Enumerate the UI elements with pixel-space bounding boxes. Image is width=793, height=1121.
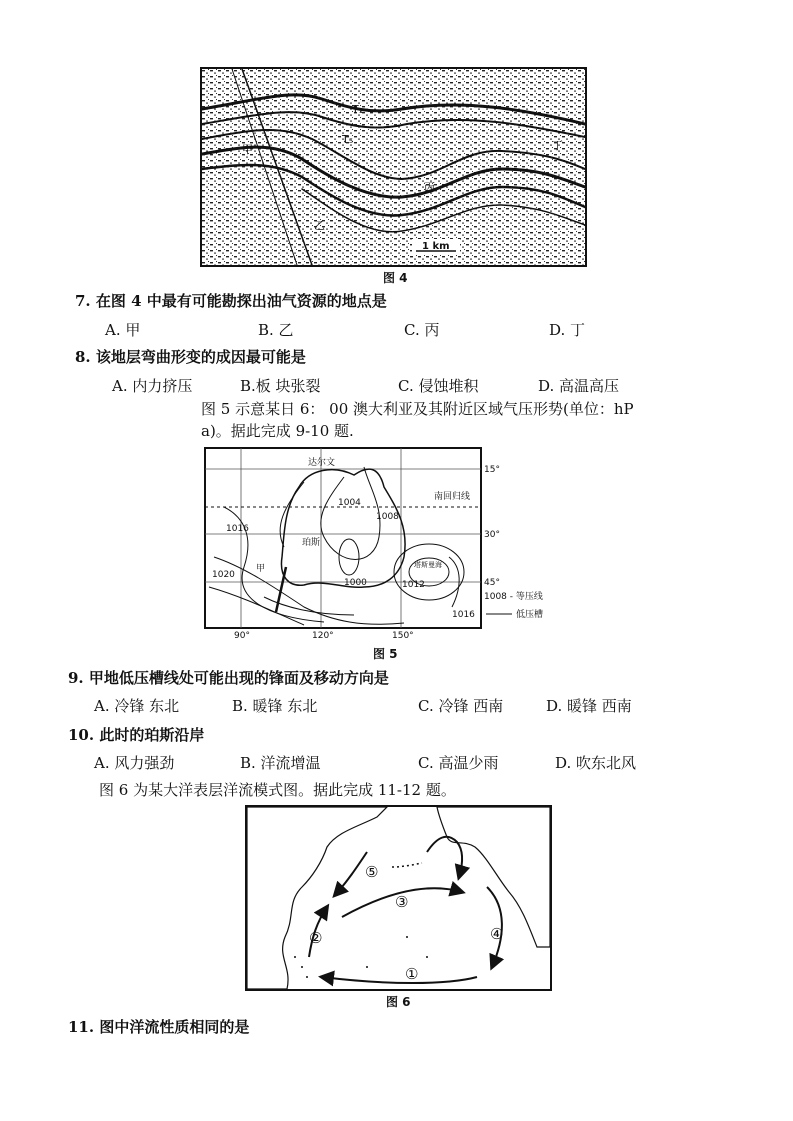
current-1-label: ① bbox=[405, 965, 419, 983]
q7-option-a: A. 甲 bbox=[105, 321, 141, 339]
question-9: 9. 甲地低压槽线处可能出现的锋面及移动方向是 bbox=[68, 669, 389, 687]
figure-5-pressure-map bbox=[204, 447, 562, 639]
current-2-label: ② bbox=[309, 929, 323, 947]
q8-option-c: C. 侵蚀堆积 bbox=[398, 377, 479, 395]
place-tasman: 塔斯曼海 bbox=[414, 561, 442, 569]
label-t5: T₅ bbox=[342, 133, 354, 146]
q10-option-a: A. 风力强劲 bbox=[94, 754, 175, 772]
seismic-image bbox=[202, 69, 585, 265]
q10-option-b: B. 洋流增温 bbox=[240, 754, 321, 772]
isobar-1008: 1008 bbox=[376, 512, 399, 522]
legend-trough: 低压槽 bbox=[516, 610, 544, 620]
isobar-1012: 1012 bbox=[402, 580, 425, 590]
q9-option-a: A. 冷锋 东北 bbox=[94, 697, 180, 715]
label-jia: 甲 bbox=[242, 143, 253, 156]
q8-option-b: B.板 块张裂 bbox=[240, 377, 321, 395]
current-3-label: ③ bbox=[395, 893, 409, 911]
intro-fig5-line2: a)。据此完成 9-10 题. bbox=[201, 422, 354, 440]
intro-fig5-line1: 图 5 示意某日 6： 00 澳大利亚及其附近区域气压形势(单位：hP bbox=[201, 400, 634, 418]
lat-45: 45° bbox=[484, 578, 500, 588]
place-tropic: 南回归线 bbox=[434, 492, 471, 502]
current-4-label: ④ bbox=[490, 925, 504, 943]
question-8: 8. 该地层弯曲形变的成因最可能是 bbox=[75, 348, 306, 366]
figure-6-ocean-currents bbox=[245, 805, 552, 991]
isobar-1000: 1000 bbox=[344, 578, 367, 588]
place-jia: 甲 bbox=[256, 564, 266, 574]
lon-120: 120° bbox=[312, 631, 334, 639]
q10-option-d: D. 吹东北风 bbox=[555, 754, 637, 772]
q9-option-b: B. 暖锋 东北 bbox=[232, 697, 318, 715]
isobar-1016-east: 1016 bbox=[452, 610, 475, 620]
isobar-1004: 1004 bbox=[338, 498, 361, 508]
figure-4-caption: 图 4 bbox=[383, 271, 408, 285]
place-darwin: 达尔文 bbox=[308, 458, 336, 468]
scale-label: 1 km bbox=[422, 241, 450, 252]
isobar-1020: 1020 bbox=[212, 570, 235, 580]
isobar-1016: 1016 bbox=[226, 524, 249, 534]
intro-fig6: 图 6 为某大洋表层洋流模式图。据此完成 11-12 题。 bbox=[99, 781, 456, 799]
label-yi: 乙 bbox=[314, 219, 325, 232]
figure-6-caption: 图 6 bbox=[386, 995, 411, 1009]
current-5-label: ⑤ bbox=[365, 863, 379, 881]
question-7: 7. 在图 4 中最有可能勘探出油气资源的地点是 bbox=[75, 292, 387, 310]
q8-option-a: A. 内力挤压 bbox=[112, 377, 193, 395]
figure-4-seismic-section bbox=[200, 67, 587, 267]
place-perth: 珀斯 bbox=[302, 538, 321, 548]
lat-30: 30° bbox=[484, 530, 500, 540]
q8-option-d: D. 高温高压 bbox=[538, 377, 620, 395]
q7-option-c: C. 丙 bbox=[404, 321, 440, 339]
lon-90: 90° bbox=[234, 631, 250, 639]
q9-option-d: D. 暖锋 西南 bbox=[546, 697, 632, 715]
q7-option-b: B. 乙 bbox=[258, 321, 294, 339]
label-ding: 丁 bbox=[552, 139, 563, 152]
question-11: 11. 图中洋流性质相同的是 bbox=[68, 1018, 250, 1036]
question-10: 10. 此时的珀斯沿岸 bbox=[68, 726, 205, 744]
label-bing: 丙 bbox=[424, 181, 435, 194]
lat-15: 15° bbox=[484, 465, 500, 475]
legend-isobar: 1008 - 等压线 bbox=[484, 592, 543, 602]
q7-option-d: D. 丁 bbox=[549, 321, 586, 339]
q9-option-c: C. 冷锋 西南 bbox=[418, 697, 504, 715]
q10-option-c: C. 高温少雨 bbox=[418, 754, 499, 772]
label-t1: T₁ bbox=[352, 103, 364, 116]
lon-150: 150° bbox=[392, 631, 414, 639]
figure-5-caption: 图 5 bbox=[373, 647, 398, 661]
